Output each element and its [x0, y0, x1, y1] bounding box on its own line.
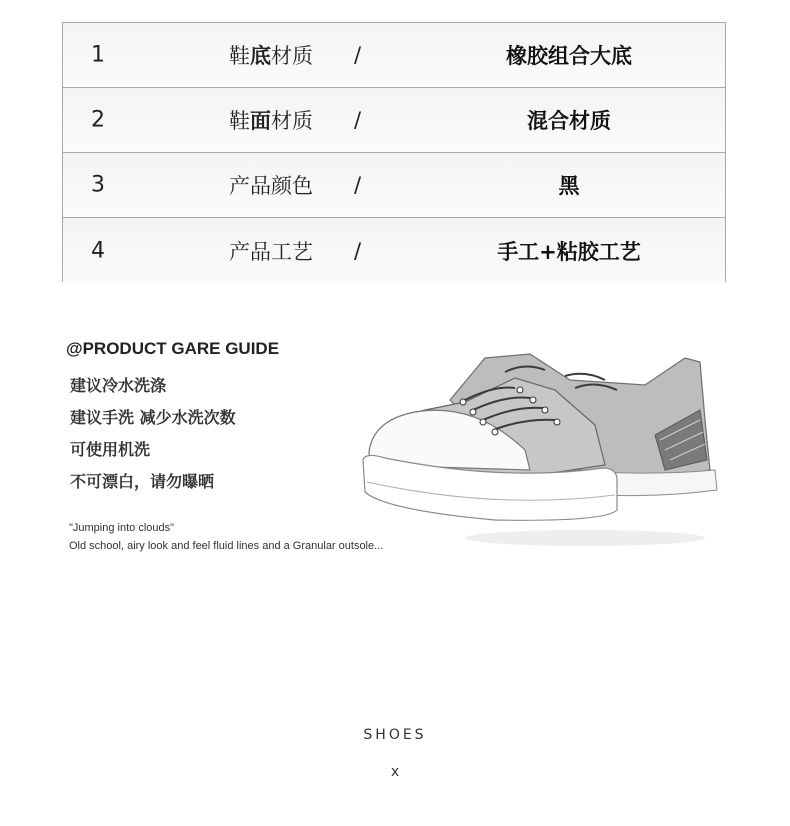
- row-value: 橡胶组合大底: [506, 44, 632, 68]
- row-separator: /: [354, 173, 362, 197]
- row-label: [229, 40, 313, 70]
- row-label: 产品工艺: [229, 239, 313, 264]
- row-number: 4: [91, 238, 105, 263]
- footer-mark: x: [390, 764, 400, 780]
- care-guide-title: @PRODUCT GARE GUIDE: [66, 339, 280, 358]
- tagline-description: Old school, airy look and feel fluid lines and a Granular outsole...: [69, 540, 384, 552]
- care-guide-item: 建议手洗 减少水洗次数: [70, 408, 236, 427]
- label-part: 鞋: [229, 44, 250, 68]
- label-part: 材质: [271, 44, 313, 68]
- care-guide-list: [70, 374, 236, 502]
- label-part: 鞋: [229, 109, 250, 133]
- care-guide-item: 建议冷水洗涤: [70, 376, 167, 395]
- row-separator: /: [354, 238, 362, 263]
- row-label: 产品颜色: [229, 174, 313, 198]
- label-bold: 面: [250, 109, 271, 133]
- spec-row: [63, 218, 725, 283]
- row-value: 手工+粘胶工艺: [497, 239, 641, 264]
- row-number: 2: [91, 107, 105, 133]
- spec-table: [62, 22, 726, 282]
- footer-brand: SHOES: [363, 727, 427, 743]
- care-guide-item: 不可漂白，请勿曝晒: [70, 472, 215, 491]
- spec-row: [63, 23, 725, 88]
- label-part: 材质: [271, 109, 313, 133]
- care-guide-item: 可使用机洗: [70, 440, 151, 459]
- spec-row: [63, 88, 725, 153]
- row-number: 1: [91, 42, 105, 68]
- sneaker-sketch-image: [355, 340, 735, 560]
- tagline-quote: "Jumping into clouds": [69, 522, 175, 534]
- row-label: [229, 105, 313, 135]
- tagline: [69, 519, 383, 555]
- row-value: 黑: [558, 174, 580, 198]
- label-bold: 底: [250, 44, 271, 68]
- row-separator: /: [354, 43, 362, 67]
- spec-row: [63, 153, 725, 218]
- row-number: 3: [91, 172, 105, 198]
- row-value: 混合材质: [527, 109, 611, 133]
- row-separator: /: [354, 108, 362, 132]
